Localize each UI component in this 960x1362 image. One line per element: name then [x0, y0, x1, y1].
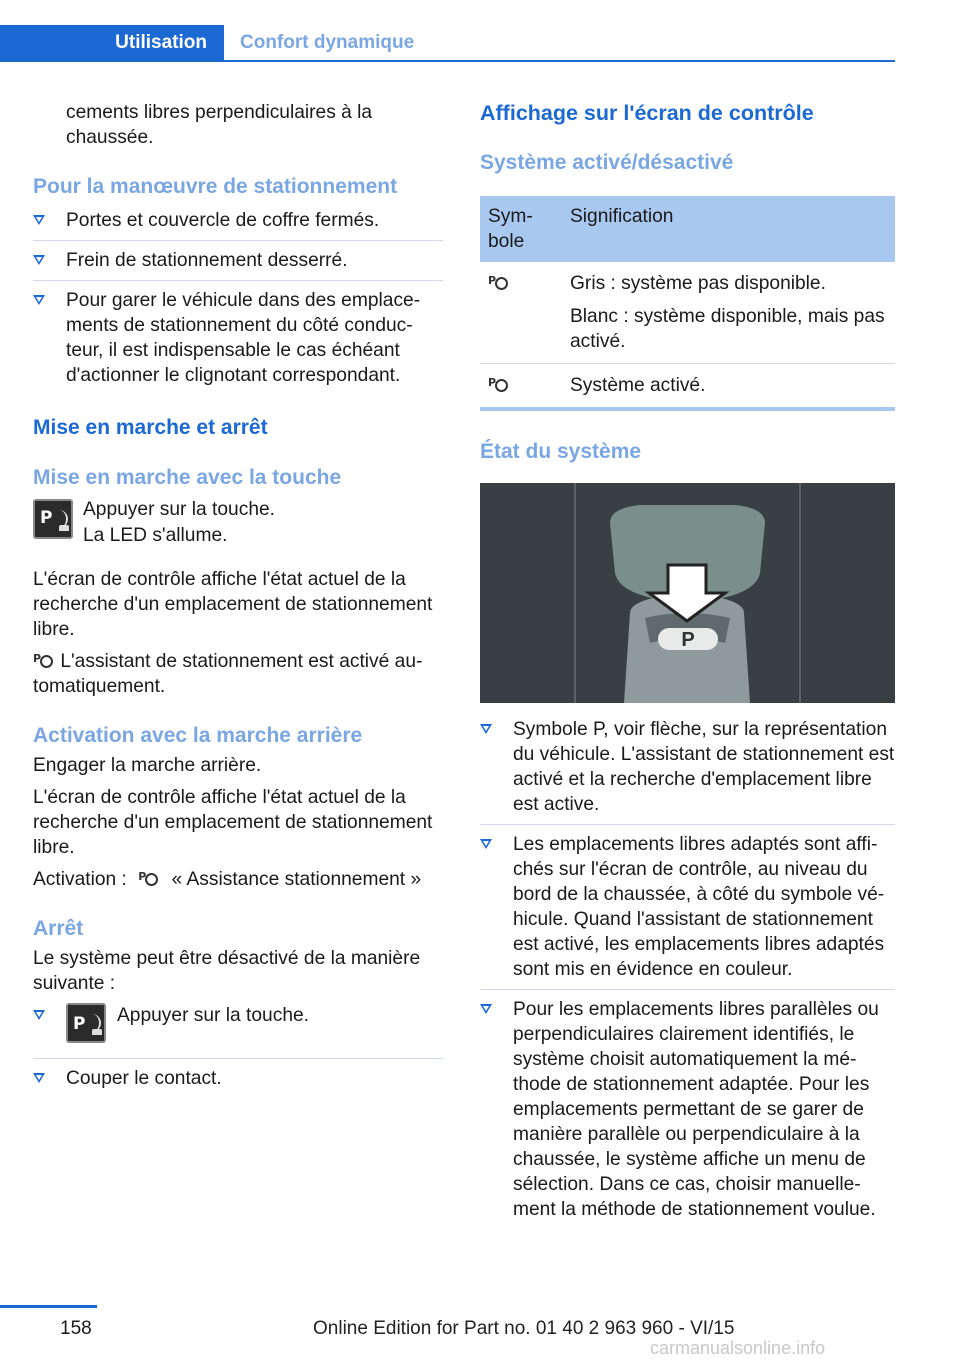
- section-parking-maneuver-title: Pour la manœuvre de stationnement: [33, 175, 398, 198]
- right-column: [480, 100, 895, 1236]
- press-button-text: Appuyer sur la touche.: [83, 499, 275, 520]
- table-header-meaning: Signification: [562, 196, 895, 262]
- list-item: P Appuyer sur la touche.: [33, 1003, 443, 1059]
- footer-divider: [0, 1305, 97, 1308]
- bullet-triangle-icon: [33, 1010, 45, 1020]
- list-item: Couper le contact.: [33, 1066, 443, 1098]
- tab-utilisation[interactable]: Utilisation: [0, 25, 224, 61]
- page-header: [0, 25, 895, 63]
- parking-assist-icon: P: [488, 271, 510, 291]
- symbol-table: [480, 196, 895, 411]
- bullet-triangle-icon: [480, 839, 492, 849]
- led-on-text: La LED s'allume.: [83, 525, 228, 546]
- table-row: P Système activé.: [480, 364, 895, 410]
- activation-line: Activation : P « Assistance stationnement »: [33, 869, 422, 890]
- parking-assist-active-icon: P: [488, 373, 510, 393]
- bullet-triangle-icon: [33, 1073, 45, 1083]
- bullet-triangle-icon: [480, 724, 492, 734]
- display-illustration: [480, 483, 895, 703]
- screen-status-text-2: L'écran de contrôle affiche l'état actuel de la recherche d'un emplacement de stationnement libre.: [33, 787, 433, 858]
- list-item: Pour les emplacements libres parallèles ou perpendiculaires clairement identifiés, le système choisit automatiquement la méthode de stationnement adaptée. Pour les emplacements permettant de se garer de manière parallèle ou perpendiculaire à la chaussée, le système affiche un menu de sélection. Dans ce cas, choisir manuellement la méthode de stationnement voulue.: [480, 997, 895, 1229]
- header-divider: [0, 60, 895, 62]
- system-state-title: État du système: [480, 440, 642, 463]
- table-header-symbol: Symbole: [480, 196, 562, 262]
- system-state-list: [480, 717, 895, 1229]
- watermark: carmanualsonline.info: [650, 1338, 826, 1358]
- auto-activation-text: P L'assistant de stationnement est activé automatiquement.: [33, 651, 423, 697]
- section-on-off-title: Mise en marche et arrêt: [33, 416, 268, 439]
- left-column: [33, 100, 443, 1105]
- bullet-triangle-icon: [33, 215, 45, 225]
- list-item: Pour garer le véhicule dans des emplacements de stationnement du côté conducteur, il est indispensable le cas échéant d'actionner le clignotant correspondant.: [33, 288, 443, 395]
- park-assist-button-icon: P: [33, 499, 73, 539]
- list-item: Symbole P, voir flèche, sur la représentation du véhicule. L'assistant de stationnement est activé et la recherche d'emplacement libre est active.: [480, 717, 895, 825]
- stop-intro-text: Le système peut être désactivé de la manière suivante :: [33, 948, 421, 994]
- control-display-photo: [480, 483, 895, 703]
- section-stop-title: Arrêt: [33, 917, 84, 940]
- park-assist-button-icon: P: [66, 1003, 106, 1043]
- screen-status-text: L'écran de contrôle affiche l'état actuel de la recherche d'un emplacement de stationnement libre.: [33, 569, 433, 640]
- bullet-triangle-icon: [33, 295, 45, 305]
- p-symbol: P: [681, 629, 695, 651]
- tab-confort-dynamique[interactable]: Confort dynamique: [240, 32, 415, 53]
- engage-reverse-text: Engager la marche arrière.: [33, 755, 262, 776]
- edition-text: Online Edition for Part no. 01 40 2 963 960 - VI/15: [313, 1318, 735, 1339]
- stop-list: [33, 1003, 443, 1098]
- list-item: Les emplacements libres adaptés sont affichés sur l'écran de contrôle, au niveau du bord de la chaussée, à côté du symbole véhicule. Quand l'assistant de stationnement est activé, les emplacements libres adaptés sont mis en évidence en couleur.: [480, 832, 895, 990]
- bullet-triangle-icon: [480, 1004, 492, 1014]
- list-item: Portes et couvercle de coffre fermés.: [33, 208, 443, 241]
- intro-text: cements libres perpendiculaires à la chaussée.: [66, 102, 373, 148]
- parking-assist-icon: P: [138, 867, 160, 887]
- table-row: P Gris : système pas disponible. Blanc : système disponible, mais pas activé.: [480, 262, 895, 364]
- parking-assist-icon: P: [33, 649, 55, 669]
- page-number: 158: [60, 1318, 92, 1339]
- section-reverse-title: Activation avec la marche arrière: [33, 724, 363, 747]
- parking-requirements-list: [33, 208, 443, 395]
- list-item: Frein de stationnement desserré.: [33, 248, 443, 281]
- control-display-title: Affichage sur l'écran de contrôle: [480, 101, 814, 125]
- bullet-triangle-icon: [33, 255, 45, 265]
- section-button-activation-title: Mise en marche avec la touche: [33, 466, 342, 489]
- button-instruction: [33, 499, 443, 555]
- system-on-off-title: Système activé/désactivé: [480, 151, 734, 174]
